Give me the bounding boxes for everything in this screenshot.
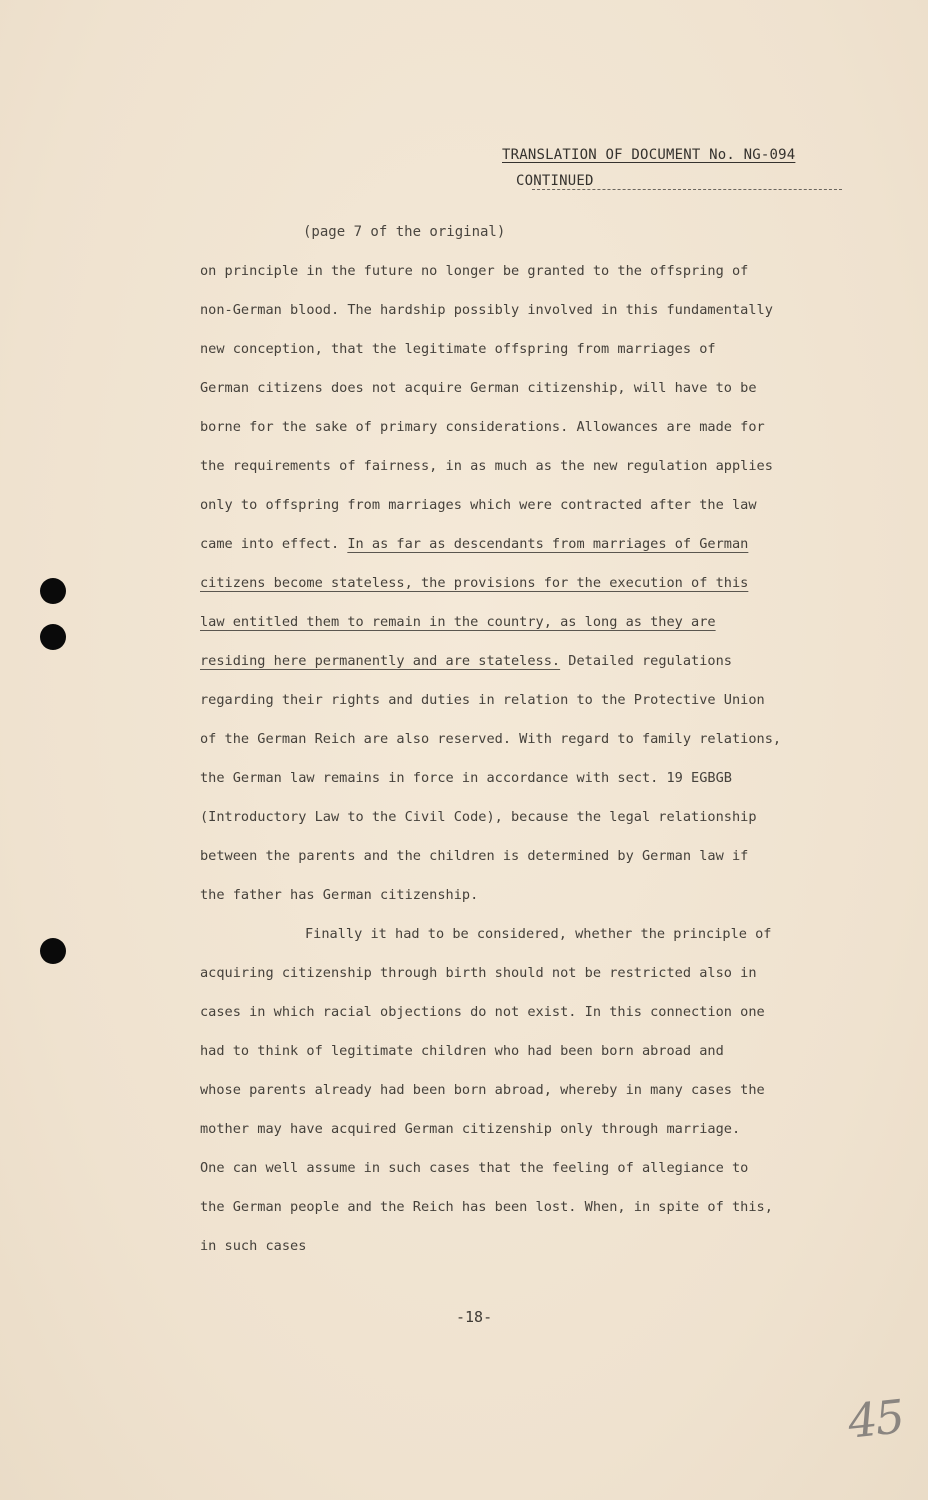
punch-hole bbox=[40, 938, 66, 964]
underlined-text: residing here permanently and are stateless. bbox=[200, 653, 561, 669]
header-rule bbox=[532, 189, 842, 190]
punch-hole bbox=[40, 578, 66, 604]
text-line: mother may have acquired German citizenship only through marriage. bbox=[200, 1121, 741, 1137]
text-line: cases in which racial objections do not exist. In this connection one bbox=[200, 1004, 765, 1020]
text-line-underlined: law entitled them to remain in the country, as long as they are bbox=[200, 614, 716, 630]
text-line: One can well assume in such cases that the feeling of allegiance to bbox=[200, 1160, 749, 1176]
text-line: regarding their rights and duties in relation to the Protective Union bbox=[200, 692, 765, 708]
text-line: between the parents and the children is determined by German law if bbox=[200, 848, 749, 864]
text-line: the German people and the Reich has been lost. When, in spite of this, bbox=[200, 1199, 773, 1215]
text-line bbox=[200, 529, 890, 568]
text-fragment: came into effect. bbox=[200, 536, 340, 552]
text-line: whose parents already had been born abroad, whereby in many cases the bbox=[200, 1082, 765, 1098]
document-body bbox=[200, 256, 890, 1270]
text-line: new conception, that the legitimate offspring from marriages of bbox=[200, 341, 716, 357]
text-line: non-German blood. The hardship possibly involved in this fundamentally bbox=[200, 302, 773, 318]
text-line: the father has German citizenship. bbox=[200, 887, 479, 903]
text-line: German citizens does not acquire German citizenship, will have to be bbox=[200, 380, 757, 396]
header-title: TRANSLATION OF DOCUMENT No. NG-094 bbox=[502, 147, 796, 163]
page-number: -18- bbox=[456, 1308, 493, 1326]
text-line: only to offspring from marriages which were contracted after the law bbox=[200, 497, 757, 513]
page-reference: (page 7 of the original) bbox=[303, 224, 506, 240]
text-line: acquiring citizenship through birth should not be restricted also in bbox=[200, 965, 757, 981]
text-fragment: Detailed regulations bbox=[568, 653, 732, 669]
text-line: the requirements of fairness, in as much as the new regulation applies bbox=[200, 458, 773, 474]
underlined-text: In as far as descendants from marriages of German bbox=[347, 536, 749, 552]
punch-hole bbox=[40, 624, 66, 650]
text-line-underlined: citizens become stateless, the provisions for the execution of this bbox=[200, 575, 749, 591]
text-line: had to think of legitimate children who had been born abroad and bbox=[200, 1043, 724, 1059]
text-line: on principle in the future no longer be granted to the offspring of bbox=[200, 263, 749, 279]
text-line bbox=[200, 646, 890, 685]
header-subtitle: CONTINUED bbox=[516, 173, 594, 189]
text-line: the German law remains in force in accordance with sect. 19 EGBGB bbox=[200, 770, 732, 786]
text-line: (Introductory Law to the Civil Code), because the legal relationship bbox=[200, 809, 757, 825]
text-line-indented: Finally it had to be considered, whether the principle of bbox=[305, 926, 772, 942]
document-header bbox=[502, 142, 795, 194]
handwritten-page-mark: 45 bbox=[845, 1389, 906, 1449]
text-line: borne for the sake of primary considerations. Allowances are made for bbox=[200, 419, 765, 435]
text-line: of the German Reich are also reserved. With regard to family relations, bbox=[200, 731, 782, 747]
text-line: in such cases bbox=[200, 1238, 307, 1254]
